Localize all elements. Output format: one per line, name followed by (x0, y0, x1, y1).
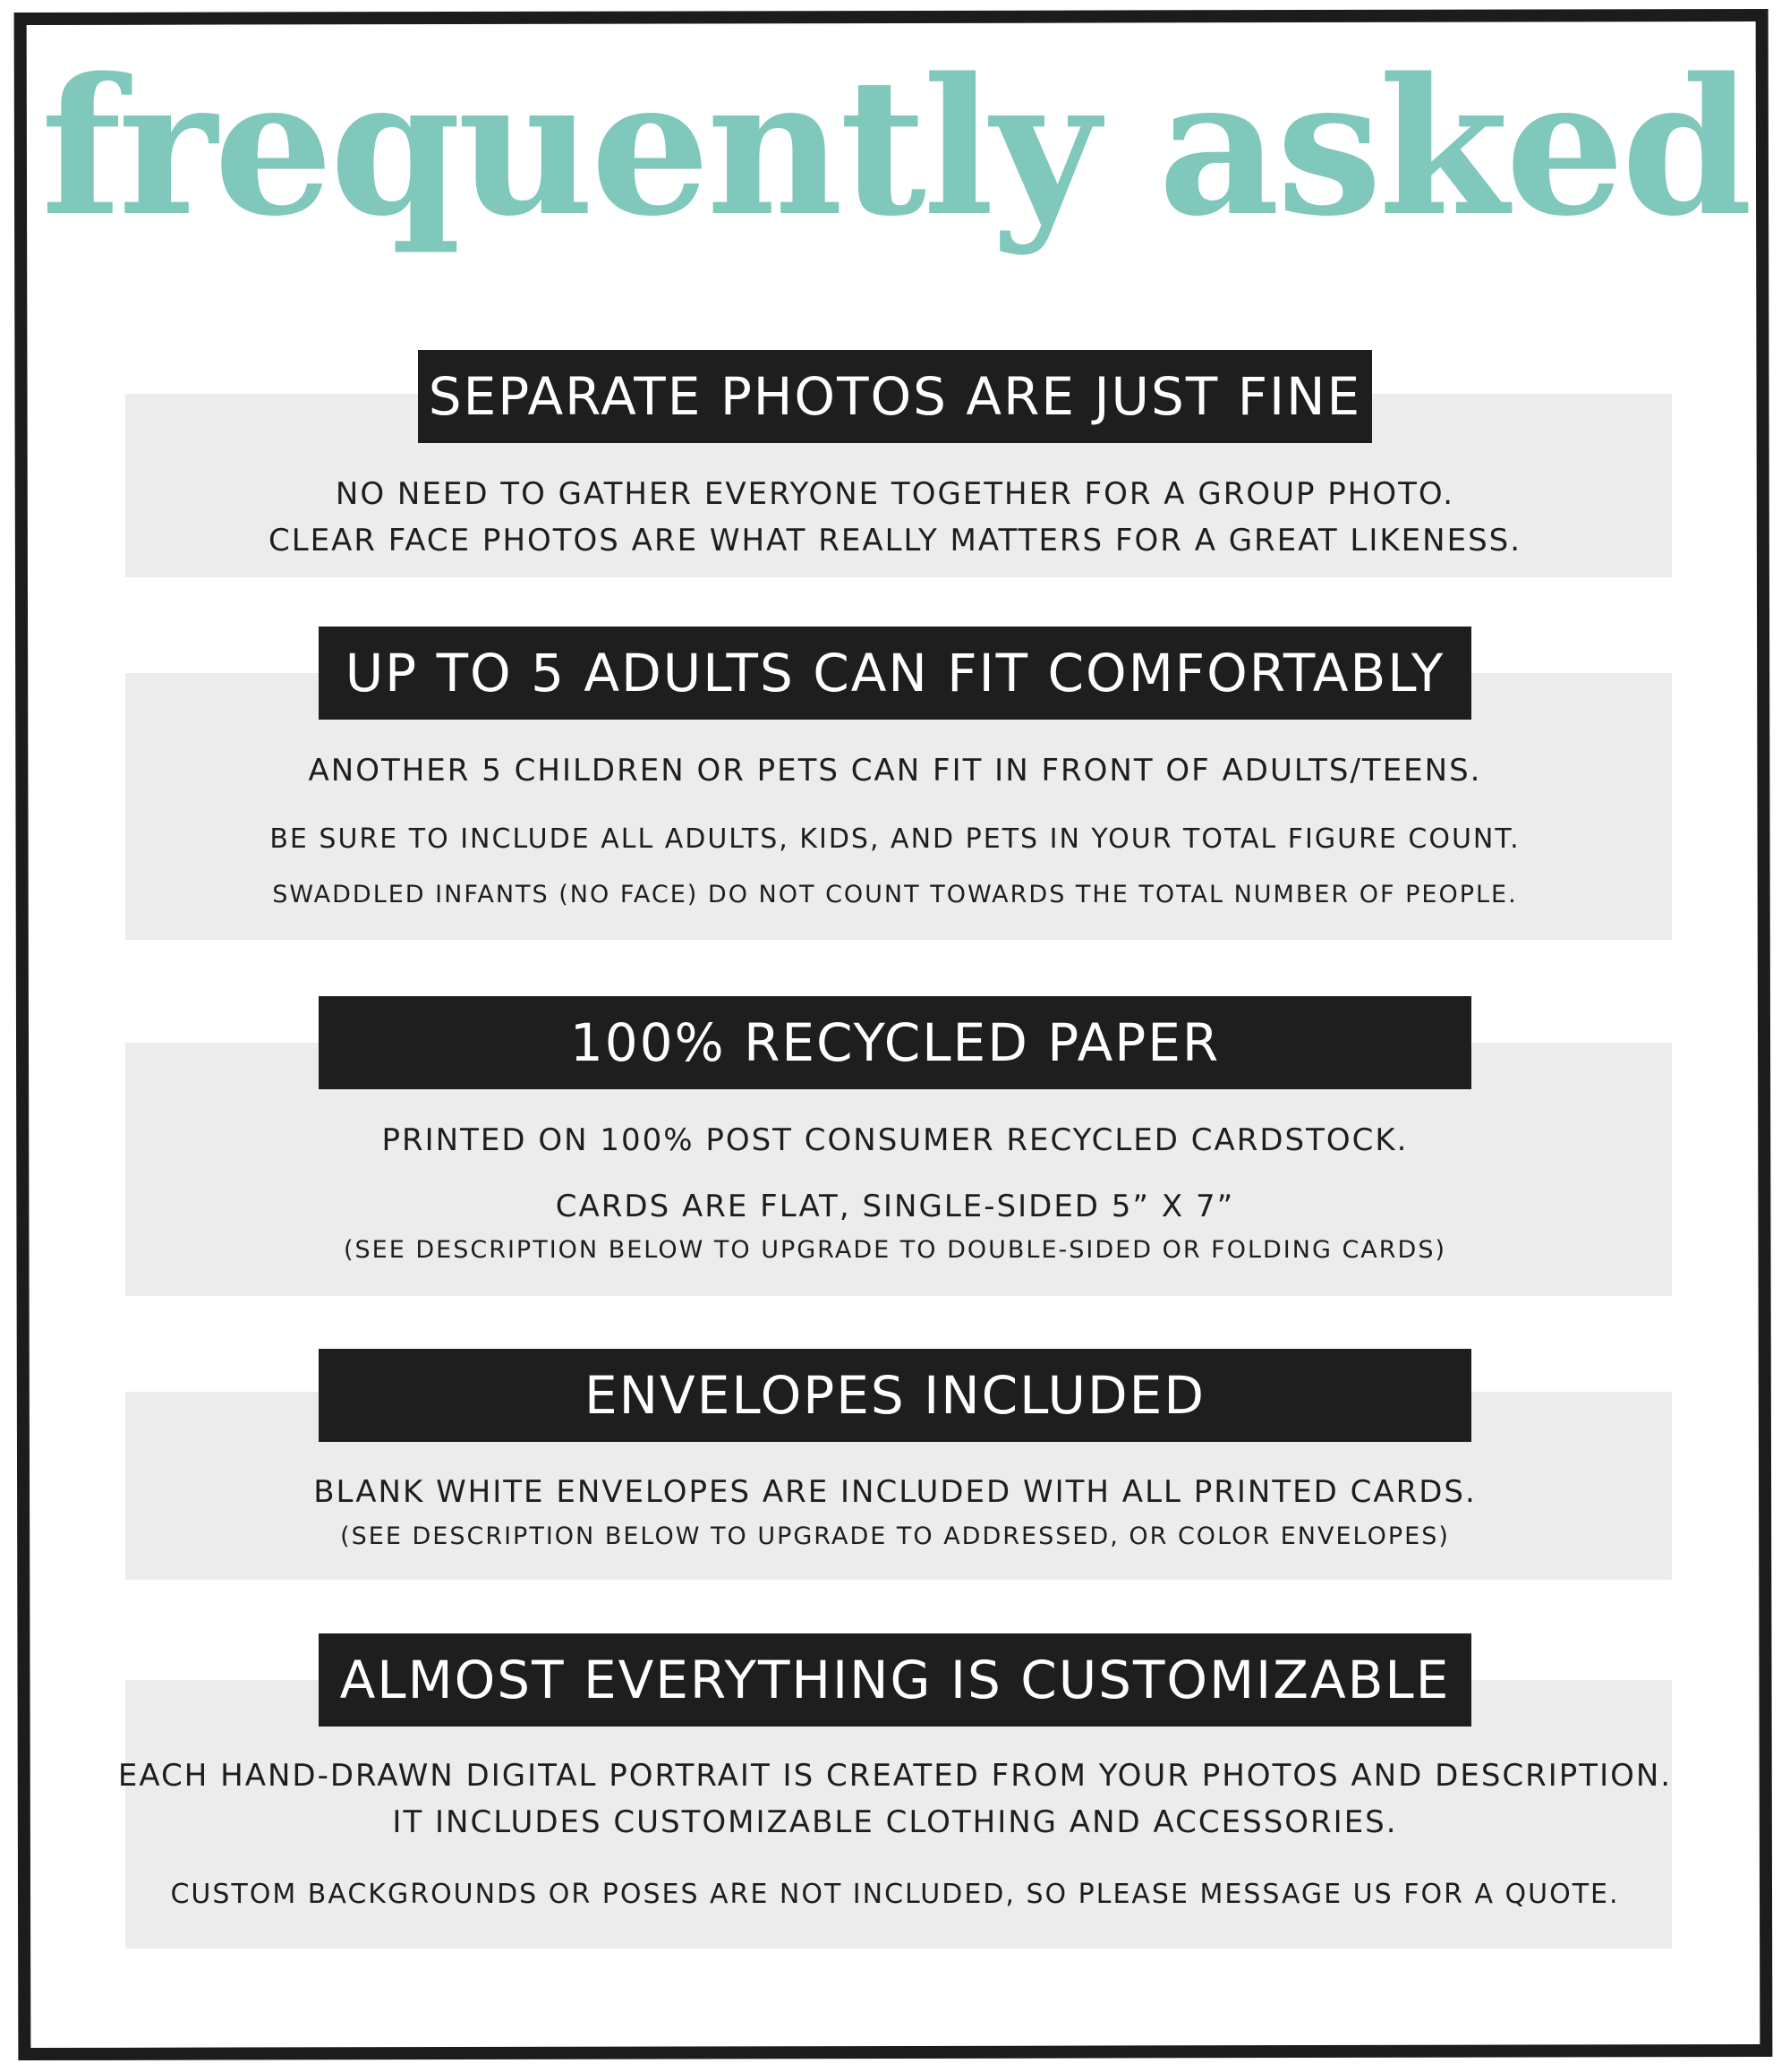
faq-text: SWADDLED INFANTS (NO FACE) DO NOT COUNT TOWARDS THE TOTAL NUMBER OF PEOPLE. (272, 881, 1518, 908)
faq-text: (SEE DESCRIPTION BELOW TO UPGRADE TO DOUBLE-SIDED OR FOLDING CARDS) (343, 1236, 1446, 1264)
faq-heading-adults: UP TO 5 ADULTS CAN FIT COMFORTABLY (319, 627, 1471, 720)
faq-text: IT INCLUDES CUSTOMIZABLE CLOTHING AND ACCESSORIES. (392, 1804, 1398, 1840)
faq-heading-customizable: ALMOST EVERYTHING IS CUSTOMIZABLE (319, 1633, 1471, 1727)
faq-text: CARDS ARE FLAT, SINGLE-SIDED 5” X 7” (555, 1189, 1235, 1224)
faq-heading-recycled-paper: 100% RECYCLED PAPER (319, 996, 1471, 1089)
faq-heading-envelopes: ENVELOPES INCLUDED (319, 1349, 1471, 1442)
faq-heading-separate-photos: SEPARATE PHOTOS ARE JUST FINE (418, 350, 1372, 443)
faq-text: NO NEED TO GATHER EVERYONE TOGETHER FOR A GROUP PHOTO. (335, 476, 1455, 512)
faq-text: PRINTED ON 100% POST CONSUMER RECYCLED CARDSTOCK. (381, 1122, 1409, 1158)
faq-text: (SEE DESCRIPTION BELOW TO UPGRADE TO ADDRESSED, OR COLOR ENVELOPES) (340, 1522, 1450, 1550)
faq-text: CLEAR FACE PHOTOS ARE WHAT REALLY MATTERS FOR A GREAT LIKENESS. (268, 523, 1522, 559)
faq-text: ANOTHER 5 CHILDREN OR PETS CAN FIT IN FRONT OF ADULTS/TEENS. (308, 753, 1482, 789)
faq-text: BLANK WHITE ENVELOPES ARE INCLUDED WITH ALL PRINTED CARDS. (313, 1474, 1477, 1510)
page-title: frequently asked (40, 37, 1750, 258)
faq-text: CUSTOM BACKGROUNDS OR POSES ARE NOT INCLUDED, SO PLEASE MESSAGE US FOR A QUOTE. (170, 1879, 1620, 1910)
faq-text: EACH HAND-DRAWN DIGITAL PORTRAIT IS CREATED FROM YOUR PHOTOS AND DESCRIPTION. (117, 1758, 1673, 1794)
faq-text: BE SURE TO INCLUDE ALL ADULTS, KIDS, AND PETS IN YOUR TOTAL FIGURE COUNT. (269, 823, 1521, 855)
